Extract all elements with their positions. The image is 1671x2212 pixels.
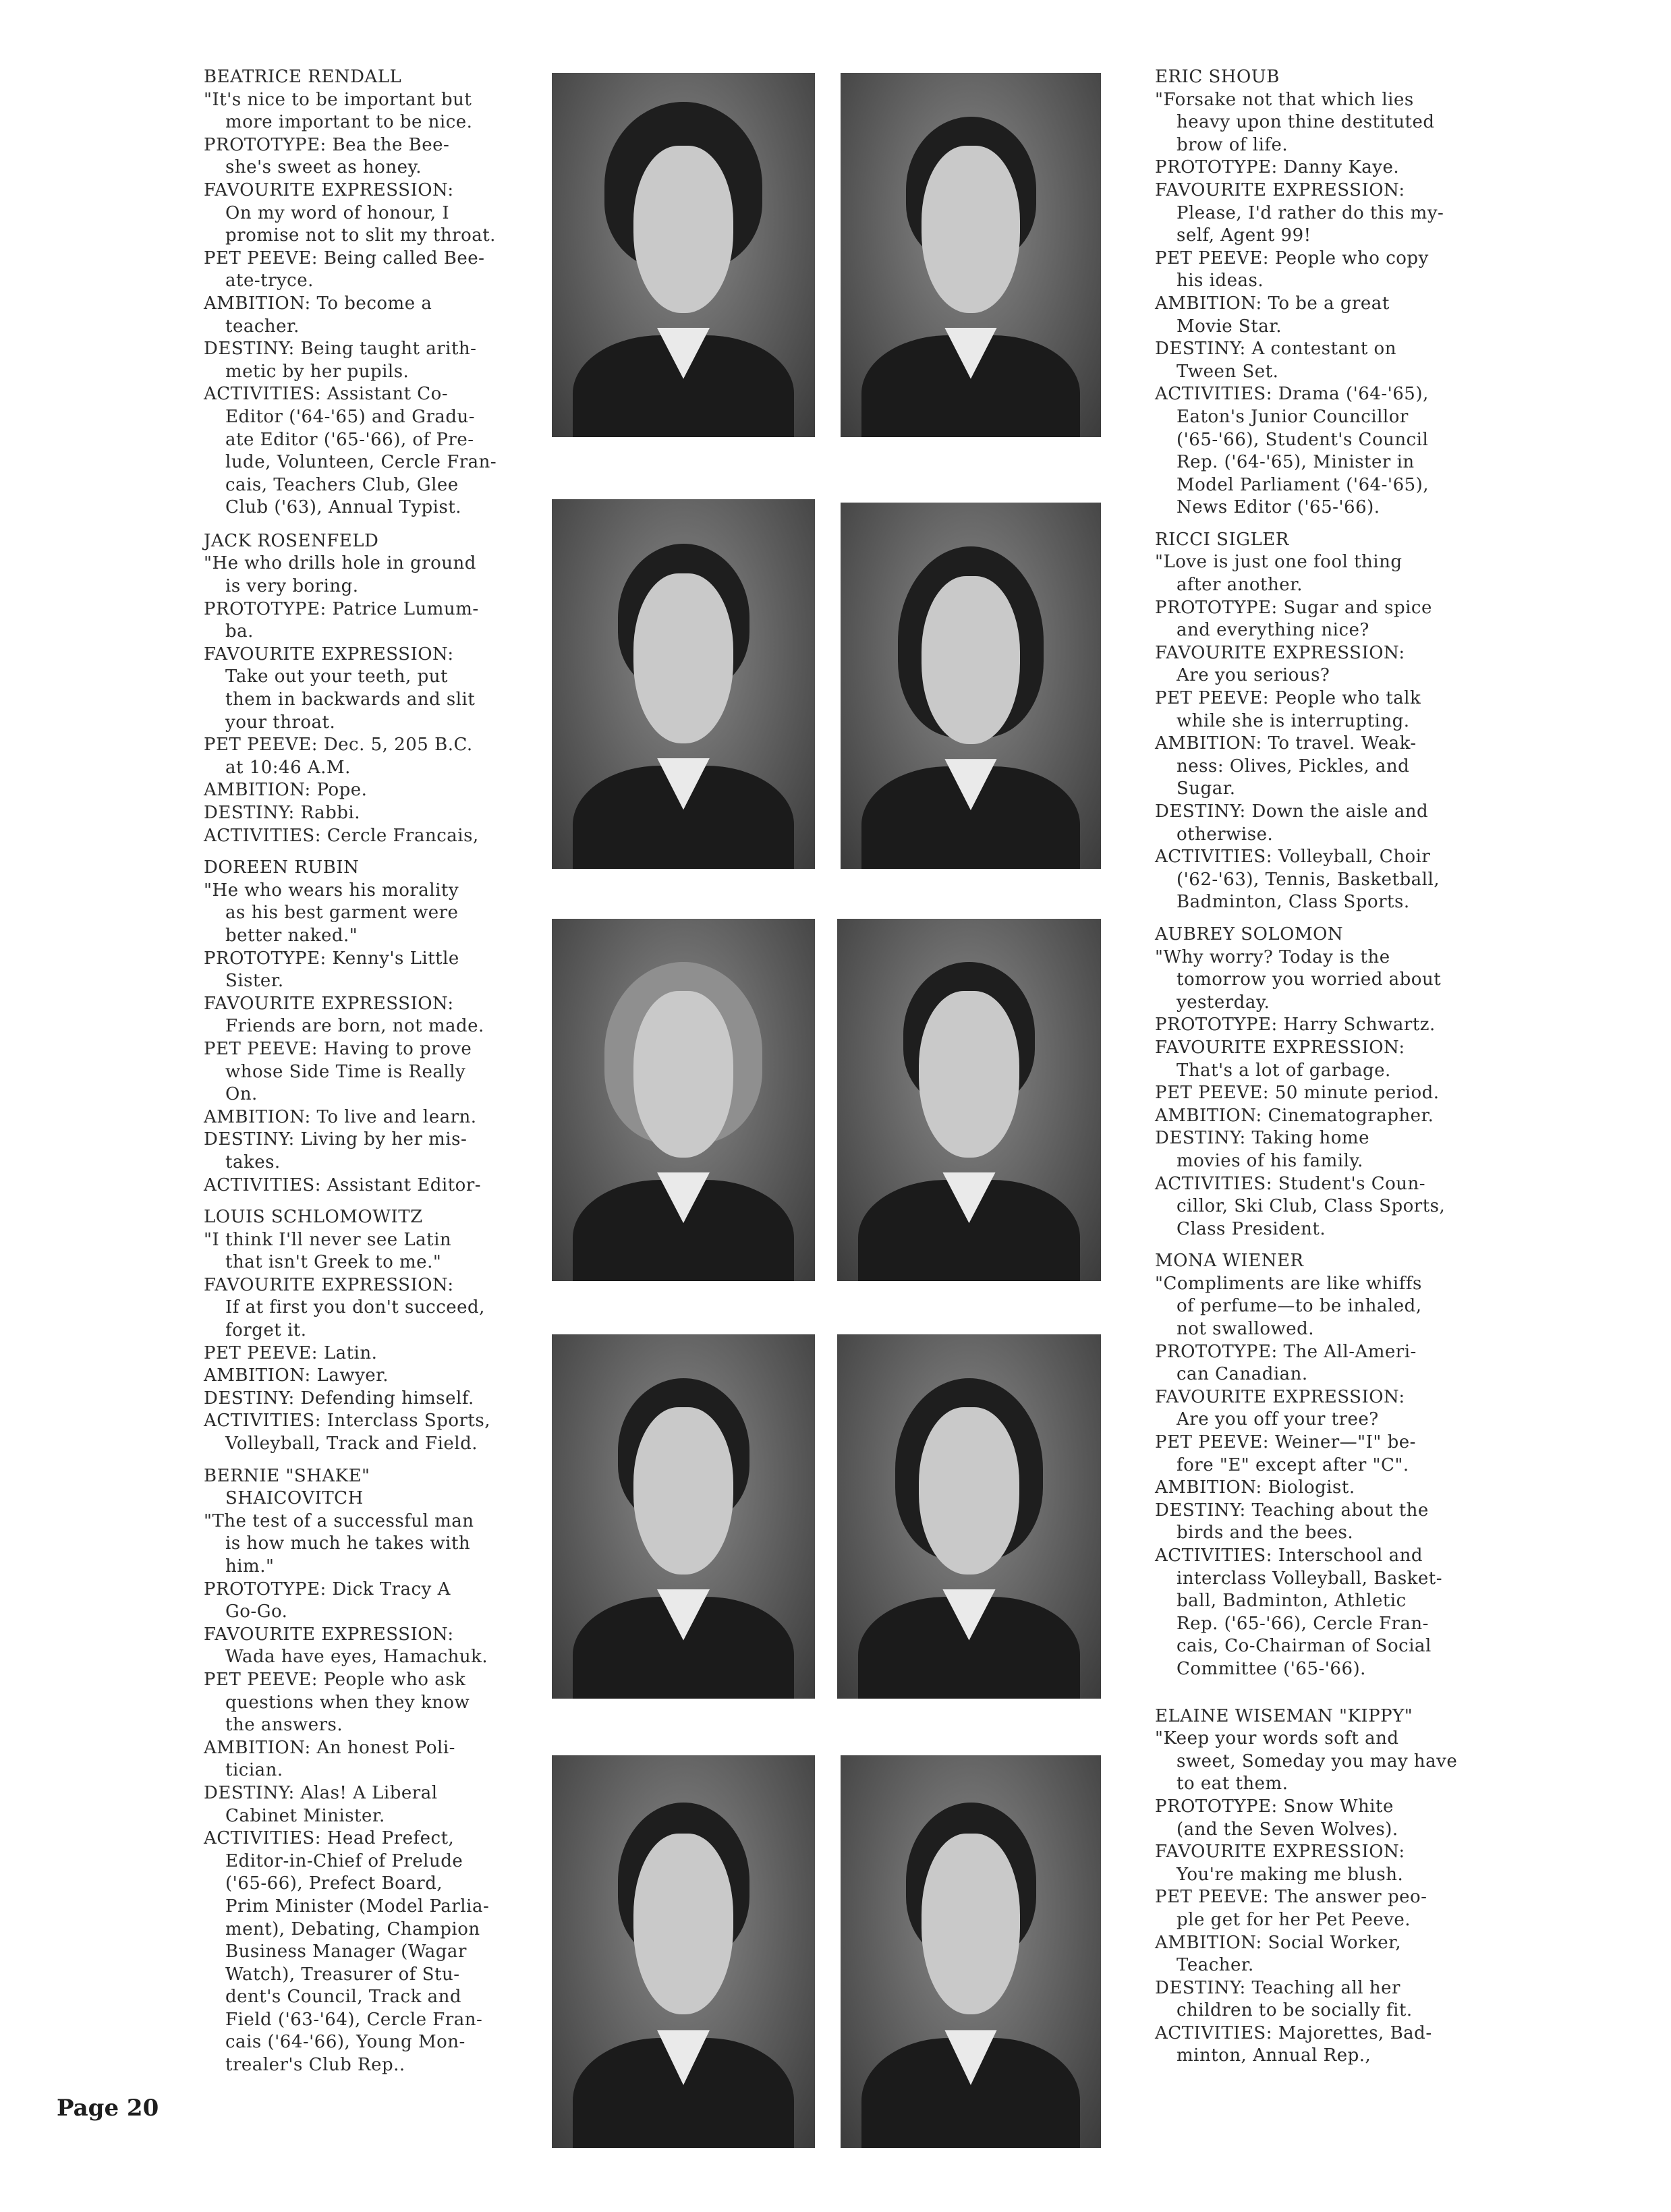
entry-line: brow of life.: [1177, 134, 1288, 155]
entry-line: PET PEEVE: Having to prove: [204, 1038, 472, 1059]
entry-line: "He who wears his morality: [204, 880, 459, 901]
student-name-continued: SHAICOVITCH: [225, 1488, 364, 1509]
entry-line: "Love is just one fool thing: [1155, 552, 1403, 573]
student-name: ERIC SHOUB: [1155, 67, 1280, 87]
entry-line: PROTOTYPE: The All-Ameri-: [1155, 1341, 1417, 1362]
entry-line: PROTOTYPE: Patrice Lumum-: [204, 598, 479, 619]
entry-line: more important to be nice.: [225, 112, 473, 133]
entry-line: DESTINY: Teaching about the: [1155, 1500, 1429, 1521]
entry-line: movies of his family.: [1177, 1150, 1363, 1171]
entry-line: Rep. ('65-'66), Cercle Fran-: [1177, 1613, 1429, 1634]
entry-line: On.: [225, 1084, 258, 1105]
entry-line: self, Agent 99!: [1177, 225, 1311, 246]
entry-line: ACTIVITIES: Interclass Sports,: [204, 1411, 490, 1431]
entry-line: DESTINY: Taking home: [1155, 1128, 1369, 1149]
entry-line: PROTOTYPE: Dick Tracy A: [204, 1579, 451, 1599]
entry-line: trealer's Club Rep..: [225, 2055, 405, 2076]
entry-line: AMBITION: Pope.: [204, 780, 368, 801]
entry-line: FAVOURITE EXPRESSION:: [1155, 642, 1405, 663]
entry-line: DESTINY: A contestant on: [1155, 339, 1396, 360]
entry-line: "I think I'll never see Latin: [204, 1229, 452, 1250]
entry-line: DESTINY: Defending himself.: [204, 1388, 474, 1409]
entry-line: "Why worry? Today is the: [1155, 946, 1390, 967]
student-name: MONA WIENER: [1155, 1251, 1304, 1272]
entry-line: ACTIVITIES: Assistant Editor-: [204, 1174, 482, 1195]
entry-line: AMBITION: To be a great: [1155, 293, 1390, 314]
senior-entry: [1155, 924, 1469, 1241]
entry-line: him.": [225, 1556, 275, 1577]
entry-line: to eat them.: [1177, 1774, 1288, 1794]
entry-line: after another.: [1177, 575, 1303, 596]
entry-line: PET PEEVE: Weiner—"I" be-: [1155, 1432, 1416, 1453]
entry-line: "The test of a successful man: [204, 1510, 474, 1531]
entry-line: AMBITION: To become a: [204, 293, 432, 314]
entry-line: Rep. ('64-'65), Minister in: [1177, 452, 1415, 473]
portrait-louis-schlomowitz: [552, 1334, 815, 1699]
entry-line: ple get for her Pet Peeve.: [1177, 1909, 1411, 1930]
entry-line: FAVOURITE EXPRESSION:: [1155, 1386, 1405, 1407]
entry-line: "It's nice to be important but: [204, 89, 472, 110]
entry-line: Field ('63-'64), Cercle Fran-: [225, 2009, 483, 2030]
entry-line: Friends are born, not made.: [225, 1016, 484, 1037]
entry-line: your throat.: [225, 712, 336, 733]
entry-line: Tween Set.: [1177, 361, 1279, 382]
entry-line: tomorrow you worried about: [1177, 969, 1442, 990]
entry-line: News Editor ('65-'66).: [1177, 497, 1380, 518]
entry-line: Model Parliament ('64-'65),: [1177, 474, 1429, 495]
entry-line: PROTOTYPE: Danny Kaye.: [1155, 157, 1400, 178]
entry-line: Cabinet Minister.: [225, 1805, 385, 1826]
student-name: BERNIE "SHAKE": [204, 1465, 370, 1486]
entry-line: On my word of honour, I: [225, 202, 450, 223]
entry-line: of perfume—to be inhaled,: [1177, 1296, 1422, 1317]
entry-line: cais, Co-Chairman of Social: [1177, 1636, 1432, 1657]
entry-line: questions when they know: [225, 1692, 470, 1713]
student-name: LOUIS SCHLOMOWITZ: [204, 1207, 423, 1228]
portrait-elaine-wiseman: [841, 1755, 1101, 2148]
entry-line: forget it.: [225, 1320, 307, 1341]
entry-line: as his best garment were: [225, 903, 459, 924]
entry-line: while she is interrupting.: [1177, 710, 1410, 731]
entry-line: AMBITION: To live and learn.: [204, 1106, 477, 1127]
entry-line: FAVOURITE EXPRESSION:: [204, 1624, 454, 1645]
entry-line: DESTINY: Being taught arith-: [204, 339, 477, 360]
entry-line: PET PEEVE: 50 minute period.: [1155, 1083, 1440, 1104]
entry-line: not swallowed.: [1177, 1319, 1315, 1340]
student-name: AUBREY SOLOMON: [1155, 924, 1344, 944]
entry-line: children to be socially fit.: [1177, 2000, 1413, 2021]
entry-line: ba.: [225, 621, 254, 642]
entry-line: yesterday.: [1177, 992, 1270, 1013]
entry-line: PET PEEVE: Dec. 5, 205 B.C.: [204, 735, 473, 756]
portrait-aubrey-solomon: [837, 919, 1101, 1281]
entry-line: AMBITION: Lawyer.: [204, 1365, 389, 1386]
entry-line: Volleyball, Track and Field.: [225, 1434, 478, 1454]
entry-line: takes.: [225, 1152, 281, 1172]
entry-line: PROTOTYPE: Snow White: [1155, 1796, 1394, 1817]
senior-entry: [1155, 66, 1469, 519]
entry-line: Are you off your tree?: [1177, 1409, 1379, 1430]
entry-line: ACTIVITIES: Interschool and: [1155, 1545, 1423, 1566]
entry-line: Movie Star.: [1177, 316, 1282, 337]
entry-line: Editor ('64-'65) and Gradu-: [225, 406, 476, 427]
entry-line: ACTIVITIES: Assistant Co-: [204, 384, 449, 405]
entry-line: cillor, Ski Club, Class Sports,: [1177, 1196, 1446, 1217]
senior-entry: [204, 66, 507, 519]
entry-line: PET PEEVE: Being called Bee-: [204, 248, 485, 268]
entry-line: If at first you don't succeed,: [225, 1297, 485, 1318]
entry-line: ACTIVITIES: Drama ('64-'65),: [1155, 384, 1429, 405]
entry-line: dent's Council, Track and: [225, 1987, 461, 2008]
entry-line: Are you serious?: [1177, 665, 1330, 686]
entry-line: PET PEEVE: People who copy: [1155, 248, 1429, 268]
entry-line: them in backwards and slit: [225, 689, 476, 710]
portrait-mona-wiener: [837, 1334, 1101, 1699]
entry-line: FAVOURITE EXPRESSION:: [204, 179, 454, 200]
entry-line: "He who drills hole in ground: [204, 553, 476, 574]
entry-line: ('62-'63), Tennis, Basketball,: [1177, 869, 1440, 890]
entry-line: FAVOURITE EXPRESSION:: [204, 993, 454, 1014]
senior-entry: [204, 1206, 507, 1456]
entry-line: AMBITION: Cinematographer.: [1155, 1105, 1434, 1126]
left-text-column: [204, 66, 507, 2087]
entry-line: Editor-in-Chief of Prelude: [225, 1850, 463, 1871]
entry-line: ate-tryce.: [225, 271, 314, 291]
entry-line: FAVOURITE EXPRESSION:: [1155, 179, 1405, 200]
entry-line: DESTINY: Alas! A Liberal: [204, 1782, 438, 1803]
entry-line: Wada have eyes, Hamachuk.: [225, 1647, 488, 1668]
entry-line: Club ('63), Annual Typist.: [225, 497, 462, 518]
entry-line: at 10:46 A.M.: [225, 757, 351, 778]
student-name: DOREEN RUBIN: [204, 857, 360, 878]
student-name: RICCI SIGLER: [1155, 529, 1289, 550]
entry-line: Sugar.: [1177, 778, 1236, 799]
portrait-bernie-shaicovitch: [552, 1755, 815, 2148]
entry-line: AMBITION: To travel. Weak-: [1155, 733, 1417, 754]
entry-line: Go-Go.: [225, 1601, 288, 1622]
senior-entry: [204, 857, 507, 1197]
entry-line: ACTIVITIES: Student's Coun-: [1155, 1173, 1426, 1194]
entry-line: PROTOTYPE: Bea the Bee-: [204, 134, 450, 155]
entry-line: DESTINY: Down the aisle and: [1155, 801, 1429, 822]
entry-line: ness: Olives, Pickles, and: [1177, 756, 1410, 776]
entry-line: ment), Debating, Champion: [225, 1919, 480, 1939]
entry-line: Teacher.: [1177, 1955, 1254, 1976]
entry-line: cais ('64-'66), Young Mon-: [225, 2032, 465, 2053]
entry-line: tician.: [225, 1760, 283, 1781]
entry-line: AMBITION: Biologist.: [1155, 1477, 1355, 1498]
entry-line: Prim Minister (Model Parlia-: [225, 1896, 490, 1917]
entry-line: Class President.: [1177, 1218, 1326, 1239]
entry-line: Please, I'd rather do this my-: [1177, 202, 1444, 223]
entry-line: AMBITION: An honest Poli-: [204, 1737, 455, 1758]
entry-line: "Compliments are like whiffs: [1155, 1273, 1422, 1294]
entry-line: ACTIVITIES: Cercle Francais,: [204, 825, 479, 846]
entry-line: promise not to slit my throat.: [225, 225, 496, 246]
senior-entry: [204, 1465, 507, 2077]
senior-entry: [1155, 529, 1469, 914]
entry-line: his ideas.: [1177, 271, 1264, 291]
entry-line: FAVOURITE EXPRESSION:: [1155, 1842, 1405, 1863]
entry-line: PET PEEVE: Latin.: [204, 1342, 378, 1363]
entry-line: ('65-66), Prefect Board,: [225, 1873, 443, 1894]
entry-line: ACTIVITIES: Majorettes, Bad-: [1155, 2022, 1432, 2043]
portrait-doreen-rubin: [552, 919, 815, 1281]
entry-line: whose Side Time is Really: [225, 1061, 466, 1082]
portrait-beatrice-rendall: [552, 73, 815, 437]
entry-line: PROTOTYPE: Kenny's Little: [204, 948, 459, 969]
entry-line: teacher.: [225, 316, 300, 337]
entry-line: the answers.: [225, 1715, 343, 1736]
entry-line: Take out your teeth, put: [225, 667, 448, 687]
student-name: BEATRICE RENDALL: [204, 67, 402, 87]
entry-line: Committee ('65-'66).: [1177, 1658, 1366, 1679]
entry-line: FAVOURITE EXPRESSION:: [1155, 1037, 1405, 1058]
entry-line: she's sweet as honey.: [225, 157, 422, 178]
entry-line: Watch), Treasurer of Stu-: [225, 1964, 460, 1985]
entry-line: That's a lot of garbage.: [1177, 1060, 1391, 1081]
entry-line: minton, Annual Rep.,: [1177, 2045, 1371, 2066]
entry-line: can Canadian.: [1177, 1364, 1308, 1385]
entry-line: FAVOURITE EXPRESSION:: [204, 1274, 454, 1295]
senior-entry: [204, 530, 507, 847]
page-number: Page 20: [57, 2095, 159, 2122]
right-text-column: [1155, 66, 1469, 2077]
entry-line: PET PEEVE: People who talk: [1155, 688, 1421, 709]
entry-line: is very boring.: [225, 576, 359, 597]
entry-line: DESTINY: Teaching all her: [1155, 1977, 1400, 1998]
portrait-eric-shoub: [841, 73, 1101, 437]
entry-line: sweet, Someday you may have: [1177, 1751, 1458, 1771]
entry-line: heavy upon thine destituted: [1177, 112, 1435, 133]
entry-line: better naked.": [225, 925, 358, 946]
entry-line: "Keep your words soft and: [1155, 1728, 1399, 1749]
entry-line: Badminton, Class Sports.: [1177, 892, 1410, 913]
portrait-jack-rosenfeld: [552, 499, 815, 869]
entry-line: Business Manager (Wagar: [225, 1941, 467, 1962]
student-name: JACK ROSENFELD: [204, 530, 379, 551]
entry-line: ('65-'66), Student's Council: [1177, 429, 1429, 450]
entry-line: and everything nice?: [1177, 620, 1369, 641]
entry-line: You're making me blush.: [1177, 1864, 1404, 1885]
entry-line: DESTINY: Rabbi.: [204, 803, 361, 823]
senior-entry: [1155, 1250, 1469, 1680]
entry-line: FAVOURITE EXPRESSION:: [204, 644, 454, 664]
entry-line: metic by her pupils.: [225, 361, 409, 382]
entry-line: (and the Seven Wolves).: [1177, 1819, 1398, 1840]
entry-line: cais, Teachers Club, Glee: [225, 474, 459, 495]
entry-line: ate Editor ('65-'66), of Pre-: [225, 429, 474, 450]
entry-line: is how much he takes with: [225, 1533, 471, 1554]
entry-line: birds and the bees.: [1177, 1523, 1354, 1543]
entry-line: ball, Badminton, Athletic: [1177, 1591, 1407, 1612]
entry-line: DESTINY: Living by her mis-: [204, 1129, 468, 1150]
entry-line: PROTOTYPE: Sugar and spice: [1155, 597, 1432, 618]
entry-line: Sister.: [225, 971, 284, 992]
entry-line: ACTIVITIES: Head Prefect,: [204, 1828, 455, 1849]
entry-line: PROTOTYPE: Harry Schwartz.: [1155, 1015, 1436, 1036]
entry-line: that isn't Greek to me.": [225, 1252, 442, 1273]
entry-line: interclass Volleyball, Basket-: [1177, 1568, 1443, 1589]
entry-line: PET PEEVE: People who ask: [204, 1669, 466, 1690]
entry-line: otherwise.: [1177, 824, 1274, 845]
entry-line: AMBITION: Social Worker,: [1155, 1932, 1401, 1953]
entry-line: PET PEEVE: The answer peo-: [1155, 1887, 1427, 1908]
senior-entry: [1155, 1705, 1469, 2068]
entry-line: lude, Volunteen, Cercle Fran-: [225, 452, 497, 473]
entry-line: Eaton's Junior Councillor: [1177, 406, 1409, 427]
entry-line: fore "E" except after "C".: [1177, 1454, 1409, 1475]
portrait-ricci-sigler: [841, 503, 1101, 869]
student-name: ELAINE WISEMAN "KIPPY": [1155, 1705, 1413, 1726]
entry-line: ACTIVITIES: Volleyball, Choir: [1155, 847, 1431, 868]
entry-line: "Forsake not that which lies: [1155, 89, 1414, 110]
